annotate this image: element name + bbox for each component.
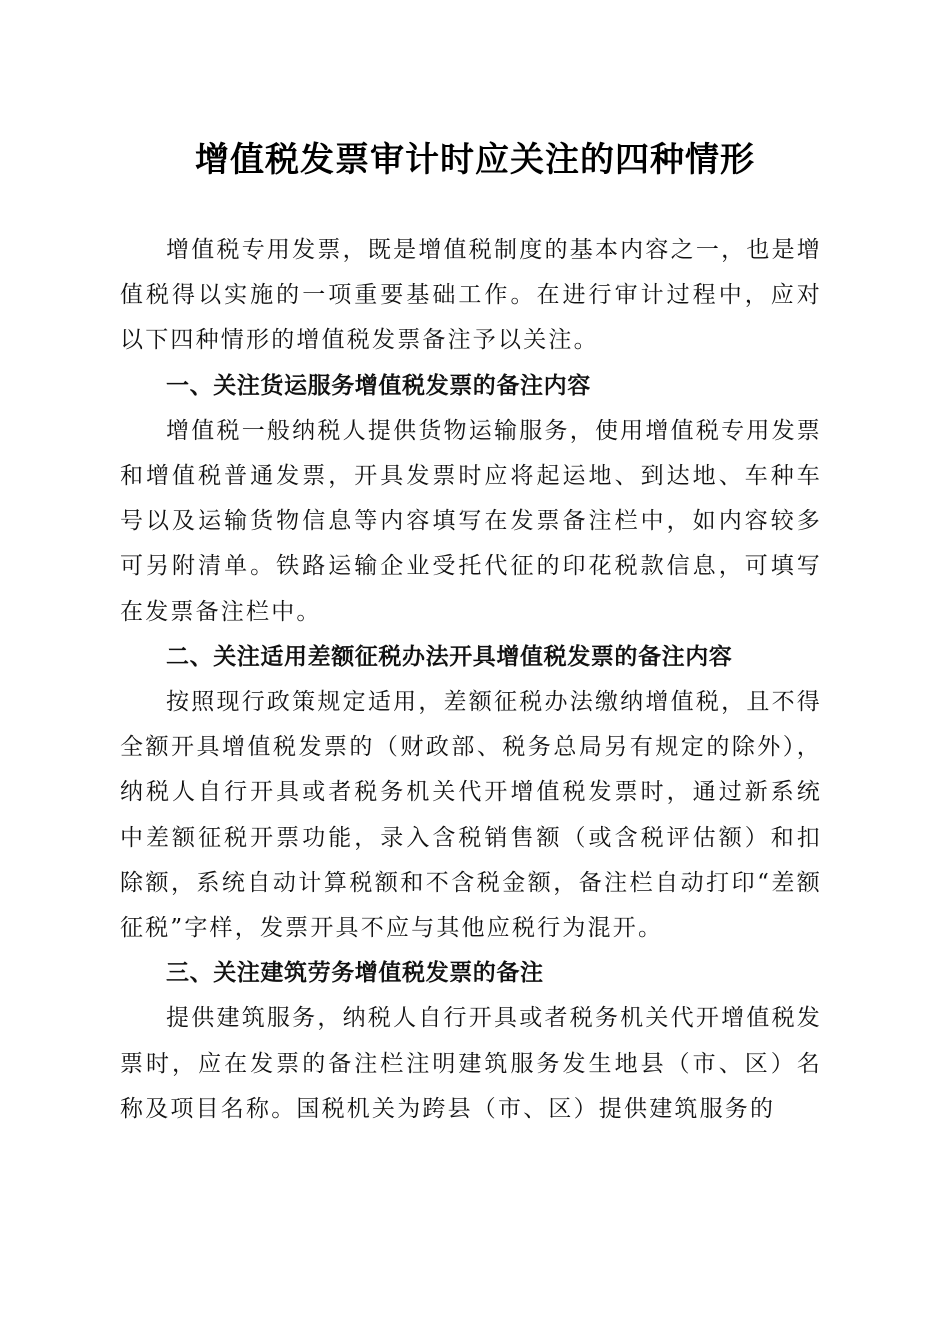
section-2-paragraph: 按照现行政策规定适用，差额征税办法缴纳增值税，且不得全额开具增值税发票的（财政部、税务总局另有规定的除外），纳税人自行开具或者税务机关代开增值税发票时，通过新系统中差额征税开票功能，录入含税销售额（或含税评估额）和扣除额，系统自动计算税额和不含税金额，备注栏自动打印“差额征税”字样，发票开具不应与其他应税行为混开。 — [120, 689, 822, 942]
section-3-paragraph: 提供建筑服务，纳税人自行开具或者税务机关代开增值税发票时，应在发票的备注栏注明建筑服务发生地县（市、区）名称及项目名称。国税机关为跨县（市、区）提供建筑服务的 — [120, 1005, 822, 1122]
section-1-heading: 一、关注货运服务增值税发票的备注内容 — [166, 372, 591, 399]
section-1-paragraph: 增值税一般纳税人提供货物运输服务，使用增值税专用发票和增值税普通发票，开具发票时应将起运地、到达地、车种车号以及运输货物信息等内容填写在发票备注栏中，如内容较多可另附清单。铁路运输企业受托代征的印花税款信息，可填写在发票备注栏中。 — [120, 417, 822, 625]
section-2-heading: 二、关注适用差额征税办法开具增值税发票的备注内容 — [166, 643, 733, 670]
document-body — [120, 228, 822, 1132]
document-title: 增值税发票审计时应关注的四种情形 — [195, 140, 755, 180]
section-3-heading: 三、关注建筑劳务增值税发票的备注 — [166, 960, 544, 987]
intro-paragraph: 增值税专用发票，既是增值税制度的基本内容之一，也是增值税得以实施的一项重要基础工作。在进行审计过程中，应对以下四种情形的增值税发票备注予以关注。 — [120, 237, 822, 354]
